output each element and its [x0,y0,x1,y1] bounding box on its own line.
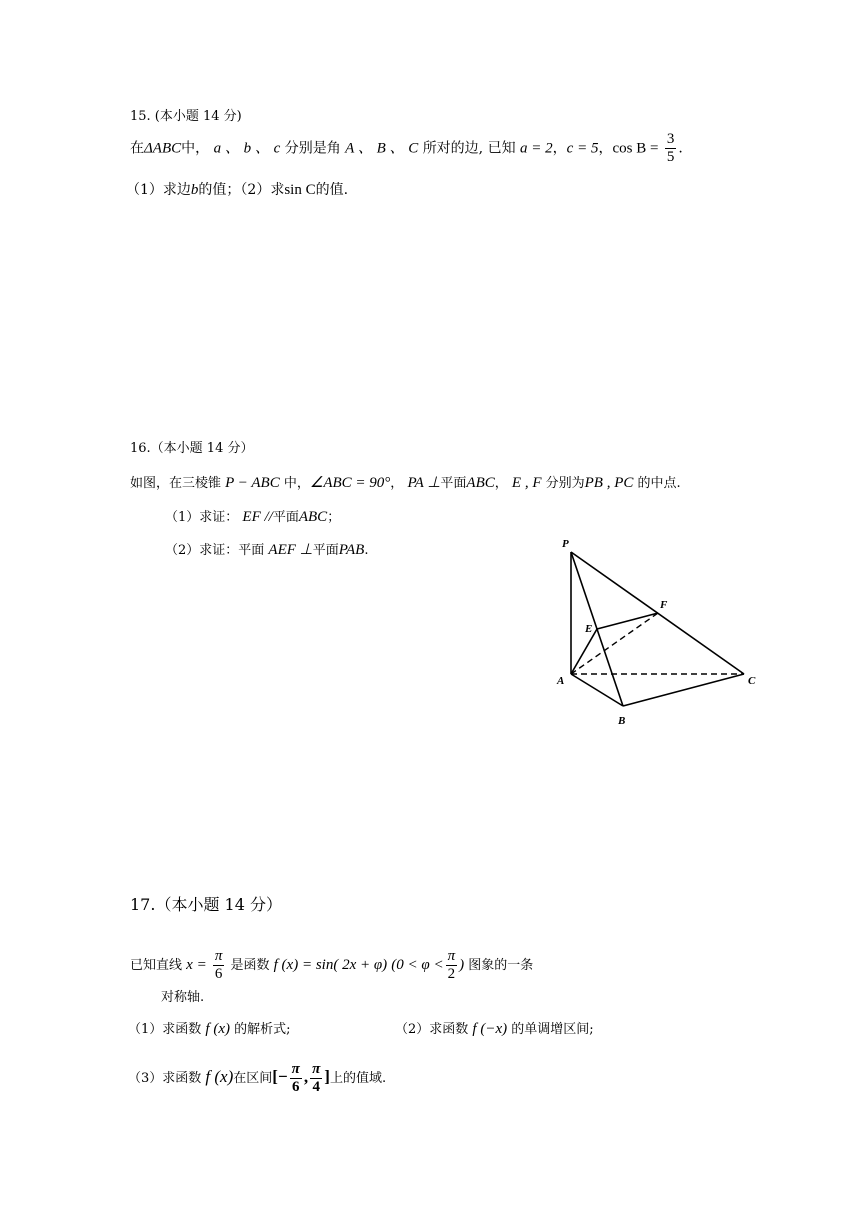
q16-angle: ∠ABC = 90° [309,475,391,491]
q17-x-eq: x = [186,957,207,973]
label-A: A [557,675,565,687]
q17-neg-pi-over-6 [290,1061,302,1096]
q17-part2-fx: f (−x) [472,1021,508,1037]
q15-statement [130,131,683,166]
fraction-denominator: 6 [291,1079,300,1095]
q16-statement [130,474,681,493]
q16-ef: E , F [511,475,542,491]
q16-text: 中， [283,476,310,491]
q15-text: 中， [181,140,210,157]
q17-statement [130,947,533,984]
label-P: P [562,538,569,550]
q17-range-left: (0 < φ < [391,957,444,973]
q17-range-right: ) [459,957,465,973]
q15-heading: 15. (本小题 14 分) [130,109,242,124]
pyramid-figure [550,535,765,730]
q15-angles: A 、 B 、 C [345,140,419,157]
q17-text: 图象的一条 [468,958,534,973]
q17-text: 已知直线 [130,958,183,973]
q16-part2-pab: PAB [338,542,365,558]
edge-AB [571,674,623,706]
q17-part1-tail: 的解析式; [234,1022,291,1037]
q16-text: 如图，在三棱锥 [130,476,222,491]
q16-part2-aef: AEF ⊥ [268,542,313,558]
q17-part3-fx: f (x) [205,1067,234,1086]
q15-cos-lhs: cos B = [612,140,659,157]
q17-text: 是函数 [230,958,270,973]
q16-part1 [165,508,340,527]
q15-sides: a 、 b 、 c [213,140,281,157]
q17-part3-label: （3）求函数 [128,1071,202,1086]
edge-AE [571,629,597,674]
q16-heading: 16.（本小题 14 分） [130,441,254,456]
q16-text: 平面 [440,476,467,491]
edge-EF [597,613,658,629]
q17-part1 [128,1020,291,1039]
q16-text: ， [494,476,508,491]
q17-statement-cont: 对称轴. [161,990,205,1005]
q17-interval-right: ] [324,1067,330,1086]
q16-text: ； [327,510,341,525]
q15-part1-tail: 的值；（2）求 [198,182,285,198]
q15-text: ， [598,140,613,157]
fraction-numerator: 3 [666,131,675,147]
q16-text: . [364,543,369,558]
fraction-denominator: 2 [447,966,456,982]
q16-perp: PA ⊥ [407,475,441,491]
q17-part1-fx: f (x) [205,1021,230,1037]
q15-cos-fraction [665,131,677,166]
q16-text: 平面 [272,510,299,525]
q15-part2-tail: 的值. [315,182,349,198]
q16-part2 [165,541,368,560]
q15-text: . [678,140,683,157]
fraction-numerator: π [312,1061,321,1077]
q15-text: ， [552,140,567,157]
q17-part3-tail: 上的值域. [329,1071,387,1086]
q16-text: 分别为 [545,476,585,491]
q17-pi-over-2 [446,948,458,983]
q15-a-value: a = 2 [520,140,553,157]
q17-part3 [128,1057,386,1099]
q17-pi-over-4 [310,1061,322,1096]
q15-text: 所对的边, 已知 [422,140,516,157]
q15-text: 在 [130,140,144,157]
q16-text: 平面 [312,543,339,558]
q17-pi-over-6 [213,948,225,983]
q16-part1-abc: ABC [298,509,328,525]
q16-part1-expr: EF // [242,509,273,525]
q17-part2 [395,1020,594,1039]
q16-text: 的中点. [637,476,681,491]
label-E: E [585,623,593,635]
fraction-denominator: 5 [666,149,675,165]
q15-parts [126,181,348,199]
fraction-denominator: 4 [312,1079,320,1095]
q17-function: f (x) = sin( 2x + φ) [273,957,388,973]
q17-interval-comma: , [303,1067,309,1086]
q15-part2-expr: sin C [284,182,316,198]
q15-part1-label: （1）求边 [126,182,191,198]
q16-pyramid: P − ABC [225,475,280,491]
q17-part3-mid: 在区间 [233,1071,273,1086]
q15-triangle: ΔABC [144,140,182,157]
q17-part2-tail: 的单调增区间; [511,1022,594,1037]
fraction-denominator: 6 [214,966,223,982]
fraction-numerator: π [447,948,456,964]
q16-plane: ABC [466,475,495,491]
q16-text: ， [390,476,404,491]
q15-c-value: c = 5 [566,140,599,157]
q15-part1-var: b [190,182,199,198]
q17-part2-label: （2）求函数 [395,1022,469,1037]
fraction-numerator: π [291,1061,300,1077]
q15-text: 分别是角 [284,140,341,157]
q16-part2-label: （2）求证：平面 [165,543,265,558]
q17-interval-left: [− [272,1067,288,1086]
q16-pb-pc: PB , PC [584,475,634,491]
fraction-numerator: π [214,948,223,964]
q17-part1-label: （1）求函数 [128,1022,202,1037]
edge-BC [623,674,744,706]
label-C: C [748,675,756,687]
q16-part1-label: （1）求证： [165,510,239,525]
q17-heading: 17.（本小题 14 分） [130,895,282,914]
label-F: F [660,599,668,611]
label-B: B [618,715,626,727]
